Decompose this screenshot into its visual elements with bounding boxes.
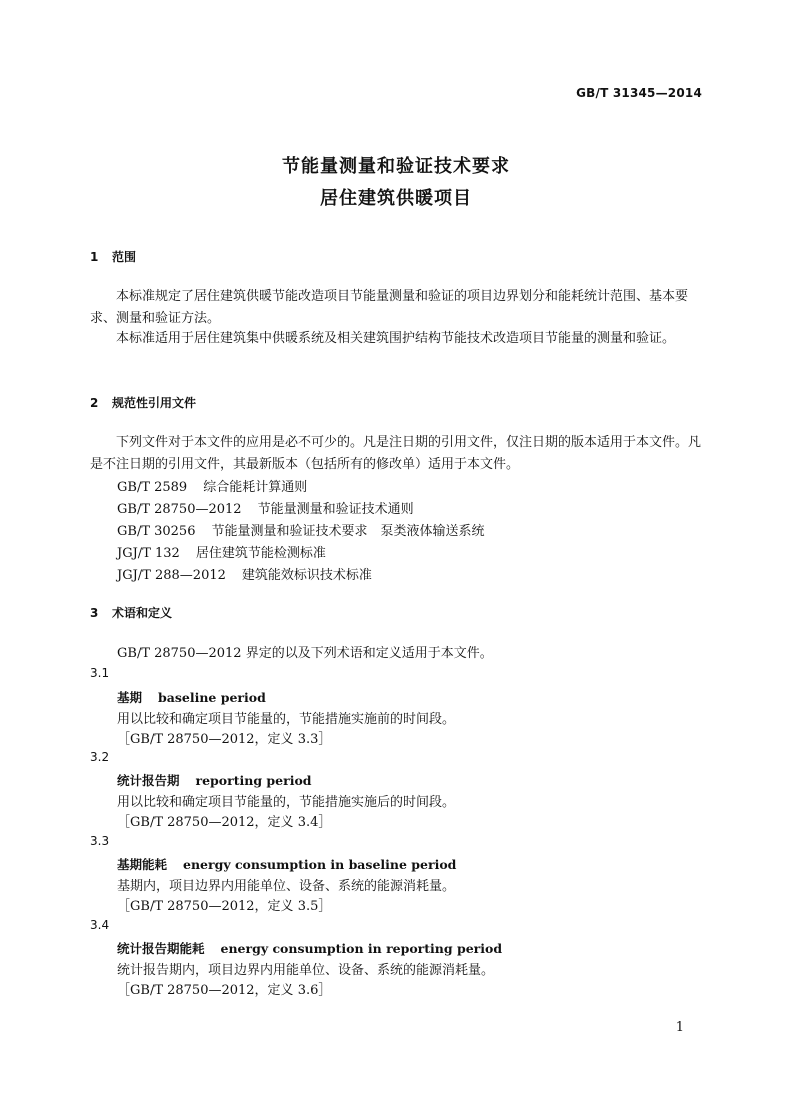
reference-code: JGJ/T 288—2012 — [117, 568, 226, 583]
section-title: 范围 — [112, 250, 137, 264]
term-definition: 统计报告期内，项目边界内用能单位、设备、系统的能源消耗量。 — [117, 963, 495, 978]
standard-number: GB/T 31345—2014 — [576, 86, 702, 100]
term-title — [117, 939, 502, 957]
term-title — [117, 855, 456, 873]
section-3-heading — [90, 604, 172, 621]
term-number: 3.2 — [90, 750, 110, 764]
reference-name: 综合能耗计算通则 — [203, 480, 308, 495]
section-number: 3 — [90, 606, 99, 620]
reference-item — [117, 520, 485, 539]
section-1-paragraph-1: 本标准规定了居住建筑供暖节能改造项目节能量测量和验证的项目边界划分和能耗统计范围、基本要求、测量和验证方法。 — [90, 289, 689, 326]
reference-name: 居住建筑节能检测标准 — [195, 546, 326, 561]
term-source: ［GB/T 28750—2012，定义 3.3］ — [117, 732, 332, 747]
section-3-intro: GB/T 28750—2012 界定的以及下列术语和定义适用于本文件。 — [117, 646, 493, 661]
term-source: ［GB/T 28750—2012，定义 3.5］ — [117, 899, 332, 914]
term-number: 3.4 — [90, 918, 110, 932]
page-number: 1 — [675, 1020, 684, 1035]
reference-code: JGJ/T 132 — [117, 546, 180, 561]
term-english: reporting period — [195, 773, 312, 788]
term-chinese: 统计报告期能耗 — [117, 941, 205, 956]
reference-code: GB/T 30256 — [117, 524, 196, 539]
reference-name: 节能量测量和验证技术通则 — [257, 502, 414, 517]
section-title: 规范性引用文件 — [112, 396, 197, 410]
reference-item — [117, 564, 372, 583]
reference-item — [117, 542, 326, 561]
reference-item — [117, 476, 307, 495]
term-chinese: 统计报告期 — [117, 773, 180, 788]
document-title-line2: 居住建筑供暖项目 — [320, 188, 472, 209]
reference-code: GB/T 28750—2012 — [117, 502, 242, 517]
section-1-paragraph-2: 本标准适用于居住建筑集中供暖系统及相关建筑围护结构节能技术改造项目节能量的测量和验证。 — [116, 331, 676, 346]
term-english: energy consumption in reporting period — [220, 941, 503, 956]
term-number: 3.3 — [90, 834, 110, 848]
section-2-heading — [90, 394, 196, 411]
term-source: ［GB/T 28750—2012，定义 3.4］ — [117, 815, 332, 830]
reference-item — [117, 498, 414, 517]
term-definition: 基期内，项目边界内用能单位、设备、系统的能源消耗量。 — [117, 879, 456, 894]
term-definition: 用以比较和确定项目节能量的，节能措施实施前的时间段。 — [117, 712, 456, 727]
term-source: ［GB/T 28750—2012，定义 3.6］ — [117, 983, 332, 998]
term-definition: 用以比较和确定项目节能量的，节能措施实施后的时间段。 — [117, 795, 456, 810]
term-chinese: 基期能耗 — [117, 857, 168, 872]
term-chinese: 基期 — [117, 690, 143, 705]
section-1-heading — [90, 248, 136, 265]
section-number: 1 — [90, 250, 99, 264]
section-number: 2 — [90, 396, 99, 410]
term-title — [117, 688, 266, 706]
reference-name: 建筑能效标识技术标准 — [241, 568, 372, 583]
reference-name: 节能量测量和验证技术要求 泵类液体输送系统 — [211, 524, 485, 539]
term-number: 3.1 — [90, 666, 110, 680]
term-english: baseline period — [158, 690, 266, 705]
reference-code: GB/T 2589 — [117, 480, 188, 495]
section-2-intro: 下列文件对于本文件的应用是必不可少的。凡是注日期的引用文件，仅注日期的版本适用于本文件。凡是不注日期的引用文件，其最新版本（包括所有的修改单）适用于本文件。 — [90, 435, 702, 472]
document-title-line1: 节能量测量和验证技术要求 — [282, 156, 510, 177]
section-title: 术语和定义 — [112, 606, 173, 620]
term-title — [117, 771, 312, 789]
term-english: energy consumption in baseline period — [183, 857, 457, 872]
